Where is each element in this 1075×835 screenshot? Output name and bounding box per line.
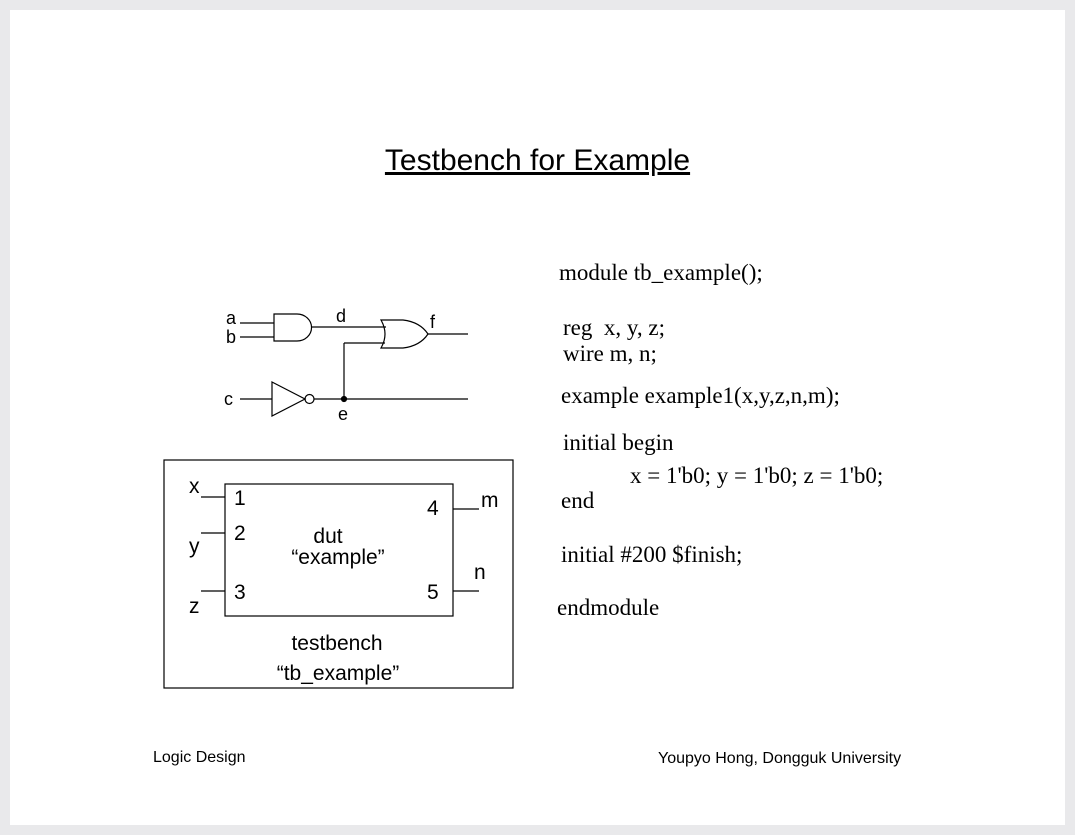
label-a: a: [226, 308, 237, 328]
port-z-label: z: [189, 595, 200, 618]
code-instance-line: example example1(x,y,z,n,m);: [561, 383, 840, 408]
pin-5-label: 5: [427, 581, 439, 604]
label-d: d: [336, 306, 347, 326]
port-y-label: y: [189, 535, 200, 558]
and-gate: [274, 314, 312, 341]
testbench-label: testbench: [291, 632, 383, 655]
pin-4-label: 4: [427, 497, 439, 520]
pin-1-label: 1: [234, 487, 246, 510]
code-wire-line: wire m, n;: [563, 341, 657, 366]
pin-2-label: 2: [234, 522, 246, 545]
code-reg-line: reg x, y, z;: [563, 315, 665, 340]
pin-3-label: 3: [234, 581, 246, 604]
code-finish-line: initial #200 $finish;: [561, 542, 743, 567]
label-f: f: [430, 312, 436, 332]
label-e: e: [338, 404, 349, 424]
footer-course: Logic Design: [153, 749, 246, 766]
slide-title: Testbench for Example: [384, 144, 691, 177]
port-n-label: n: [474, 561, 486, 584]
not-gate: [272, 382, 305, 416]
not-bubble: [305, 395, 314, 404]
label-b: b: [226, 327, 237, 347]
port-m-label: m: [481, 489, 499, 512]
port-x-label: x: [189, 475, 200, 498]
code-end-line: end: [561, 488, 595, 513]
code-module-line: module tb_example();: [559, 260, 763, 285]
junction-dot: [342, 397, 347, 402]
dut-label: dut: [313, 525, 343, 548]
code-assign-line: x = 1'b0; y = 1'b0; z = 1'b0;: [630, 463, 884, 488]
or-gate: [381, 320, 428, 348]
testbench-module-name: “tb_example”: [276, 662, 400, 685]
code-initial-begin: initial begin: [563, 430, 674, 455]
code-endmodule-line: endmodule: [557, 595, 660, 620]
dut-module-name: “example”: [291, 546, 385, 569]
footer-author: Youpyo Hong, Dongguk University: [658, 750, 902, 767]
label-c: c: [224, 389, 233, 409]
